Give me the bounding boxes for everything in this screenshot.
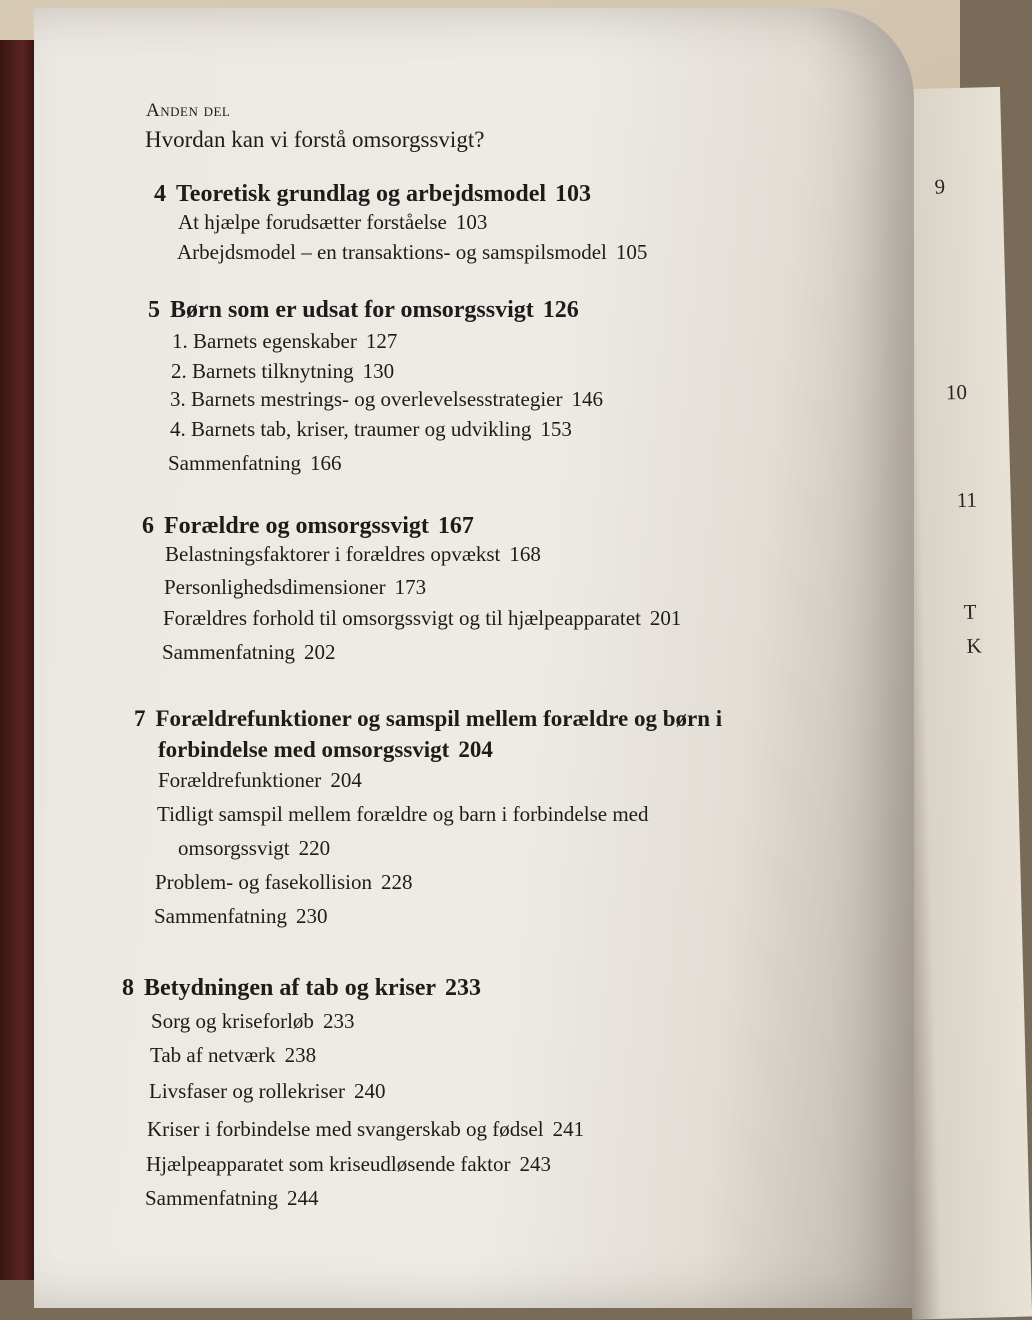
entry-page: 153 xyxy=(540,417,572,441)
entry-title: Tab af netværk xyxy=(150,1043,276,1067)
entry-title: Sammenfatning xyxy=(162,640,295,664)
chapter-number: 4 xyxy=(154,181,166,207)
right-page-number-9: 9 xyxy=(934,174,946,199)
entry-title: Arbejdsmodel – en transaktions- og samspilsmodel xyxy=(177,240,607,264)
toc-entry[interactable] xyxy=(170,387,603,412)
entry-page: 103 xyxy=(455,210,488,234)
entry-title: Sammenfatning xyxy=(168,451,301,475)
toc-entry[interactable] xyxy=(151,1009,354,1034)
toc-entry[interactable] xyxy=(145,1186,318,1211)
right-page-number-11: 11 xyxy=(956,487,978,513)
entry-title: Forældres forhold til omsorgssvigt og til hjælpeapparatet xyxy=(163,606,641,630)
chapter-page: 126 xyxy=(542,297,579,323)
chapter-7-heading-cont[interactable] xyxy=(158,737,493,763)
entry-page: 168 xyxy=(509,542,541,566)
entry-title-line-2: omsorgssvigt xyxy=(178,836,290,860)
entry-title: Sammenfatning xyxy=(145,1186,278,1210)
toc-entry-cont[interactable] xyxy=(178,836,330,861)
toc-entry[interactable] xyxy=(158,768,362,793)
chapter-7-heading[interactable] xyxy=(134,706,722,732)
entry-title: Forældrefunktioner xyxy=(158,768,322,792)
toc-entry[interactable] xyxy=(163,606,681,631)
entry-title: Personlighedsdimensioner xyxy=(164,575,386,599)
entry-page: 243 xyxy=(519,1152,551,1176)
chapter-title: Børn som er udsat for omsorgssvigt xyxy=(170,297,534,323)
entry-page: 220 xyxy=(298,836,331,860)
entry-title-line-1: Tidligt samspil mellem forældre og barn i forbindelse med xyxy=(157,802,649,826)
entry-title: At hjælpe forudsætter forståelse xyxy=(178,210,447,234)
chapter-6-heading[interactable] xyxy=(142,513,474,540)
toc-entry[interactable] xyxy=(172,329,397,354)
chapter-page: 167 xyxy=(437,513,474,539)
entry-title: 3. Barnets mestrings- og overlevelsesstrategier xyxy=(170,387,563,411)
entry-page: 204 xyxy=(330,768,362,792)
toc-entry[interactable] xyxy=(171,359,394,384)
entry-page: 233 xyxy=(322,1009,355,1033)
entry-page: 230 xyxy=(295,904,328,928)
entry-title: 2. Barnets tilknytning xyxy=(171,359,354,383)
entry-title: Problem- og fasekollision xyxy=(155,870,372,894)
entry-page: 244 xyxy=(286,1186,319,1210)
entry-page: 238 xyxy=(284,1043,317,1067)
toc-entry[interactable] xyxy=(147,1117,584,1142)
chapter-8-heading[interactable] xyxy=(122,975,481,1002)
chapter-page: 233 xyxy=(445,975,482,1001)
toc-entry[interactable] xyxy=(177,240,647,265)
toc-entry[interactable] xyxy=(154,904,327,929)
entry-title: Sammenfatning xyxy=(154,904,287,928)
entry-page: 202 xyxy=(303,640,336,664)
entry-title: Belastningsfaktorer i forældres opvækst xyxy=(165,542,501,566)
part-title: Hvordan kan vi forstå omsorgssvigt? xyxy=(145,127,485,152)
chapter-title-line-1: Forældrefunktioner og samspil mellem forældre og børn i xyxy=(155,706,723,731)
entry-title: Kriser i forbindelse med svangerskab og fødsel xyxy=(147,1117,544,1141)
chapter-title: Betydningen af tab og kriser xyxy=(144,975,437,1001)
toc-entry[interactable] xyxy=(168,451,341,476)
chapter-4-heading[interactable] xyxy=(154,181,591,208)
chapter-title-line-2: forbindelse med omsorgssvigt xyxy=(158,737,450,762)
toc-entry[interactable] xyxy=(149,1079,385,1104)
toc-entry[interactable] xyxy=(170,417,572,442)
entry-page: 166 xyxy=(309,451,342,475)
entry-title: 4. Barnets tab, kriser, traumer og udvikling xyxy=(170,417,532,441)
toc-entry[interactable] xyxy=(165,542,541,567)
toc-entry[interactable] xyxy=(150,1043,316,1068)
chapter-page: 103 xyxy=(555,181,592,207)
entry-page: 201 xyxy=(649,606,682,630)
entry-title: Hjælpeapparatet som kriseudløsende faktor xyxy=(146,1152,511,1176)
entry-title: Sorg og kriseforløb xyxy=(151,1009,314,1033)
entry-page: 105 xyxy=(615,240,648,264)
toc-entry[interactable] xyxy=(164,575,426,600)
toc-entry[interactable] xyxy=(157,802,649,827)
chapter-number: 6 xyxy=(142,513,154,539)
chapter-number: 5 xyxy=(148,297,160,323)
entry-page: 173 xyxy=(394,575,427,599)
toc-entry[interactable] xyxy=(146,1152,551,1177)
right-page-number-10: 10 xyxy=(945,379,968,405)
entry-page: 146 xyxy=(571,387,603,411)
entry-title: 1. Barnets egenskaber xyxy=(172,329,357,353)
chapter-page: 204 xyxy=(458,737,493,762)
toc-entry[interactable] xyxy=(162,640,335,665)
right-page-fragment-k: K xyxy=(966,633,983,658)
part-label: Anden del xyxy=(146,100,231,121)
chapter-title: Forældre og omsorgssvigt xyxy=(164,513,429,539)
right-page-fragment-t: T xyxy=(963,599,977,624)
chapter-title: Teoretisk grundlag og arbejdsmodel xyxy=(176,181,547,207)
entry-page: 240 xyxy=(353,1079,386,1103)
toc-entry[interactable] xyxy=(178,210,487,235)
entry-title: Livsfaser og rollekriser xyxy=(149,1079,345,1103)
entry-page: 127 xyxy=(365,329,398,353)
toc-entry[interactable] xyxy=(155,870,412,895)
chapter-5-heading[interactable] xyxy=(148,297,579,324)
entry-page: 241 xyxy=(552,1117,585,1141)
entry-page: 130 xyxy=(362,359,395,383)
chapter-number: 8 xyxy=(122,975,134,1001)
entry-page: 228 xyxy=(380,870,413,894)
chapter-number: 7 xyxy=(134,706,146,731)
